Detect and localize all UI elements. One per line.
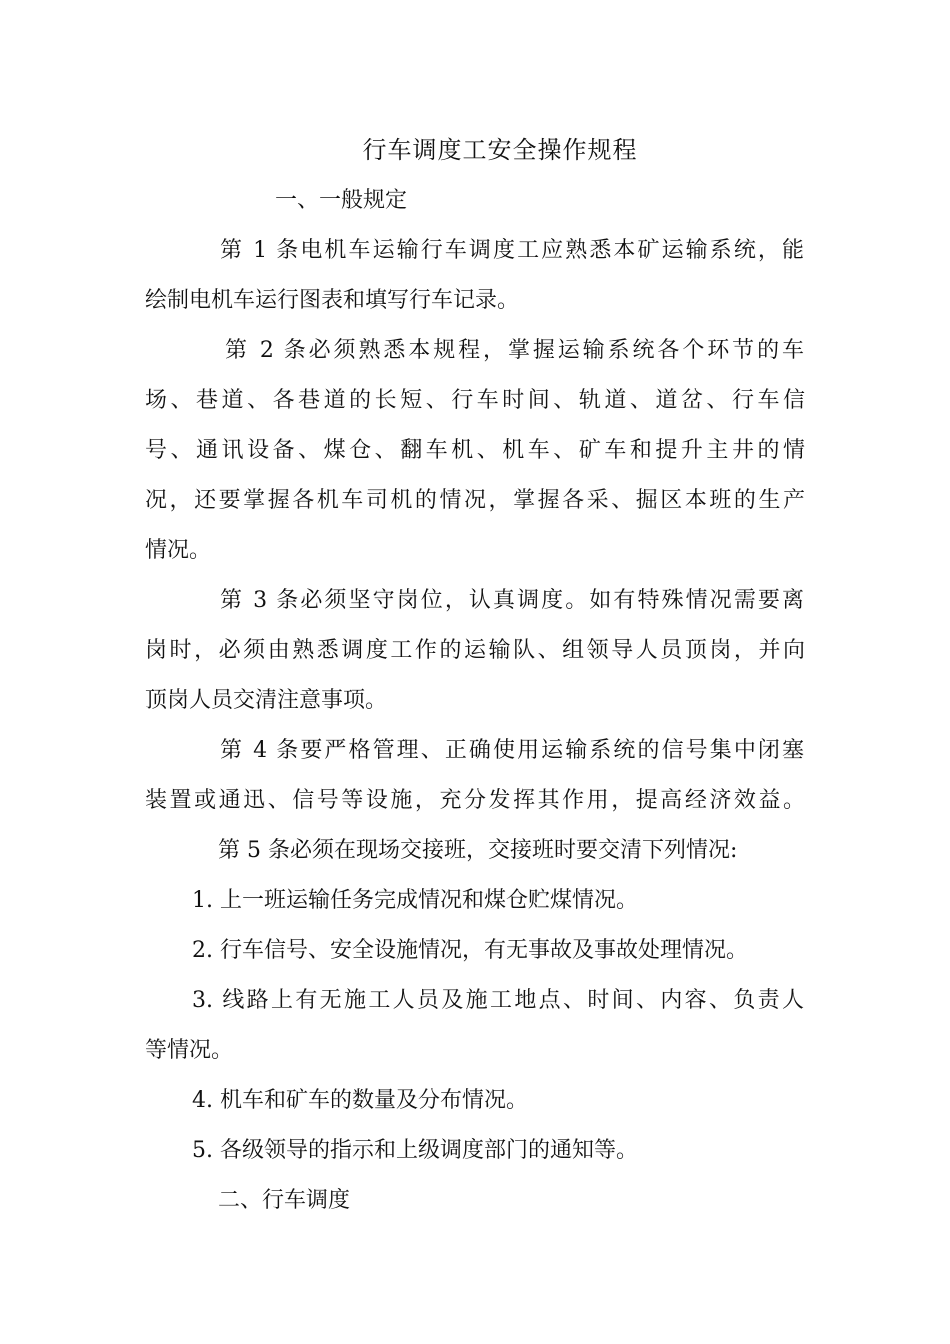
- article-2-line-1: 第 2 条必须熟悉本规程，掌握运输系统各个环节的车: [225, 338, 804, 363]
- article-2-line-2: 场、巷道、各巷道的长短、行车时间、轨道、道岔、行车信: [145, 388, 805, 413]
- document-title: 行车调度工安全操作规程: [362, 136, 638, 164]
- section-heading-dispatch: 二、行车调度: [218, 1188, 351, 1213]
- list-item-3-line-2: 等情况。: [145, 1038, 234, 1063]
- list-item-5: 5. 各级领导的指示和上级调度部门的通知等。: [192, 1138, 638, 1163]
- article-3-line-1: 第 3 条必须坚守岗位，认真调度。如有特殊情况需要离: [220, 588, 804, 613]
- list-item-1: 1. 上一班运输任务完成情况和煤仓贮煤情况。: [192, 888, 638, 913]
- list-item-4: 4. 机车和矿车的数量及分布情况。: [192, 1088, 528, 1113]
- article-2-line-4: 况，还要掌握各机车司机的情况，掌握各采、掘区本班的生产: [145, 488, 805, 513]
- list-item-3-line-1: 3. 线路上有无施工人员及施工地点、时间、内容、负责人: [192, 988, 804, 1013]
- list-item-2: 2. 行车信号、安全设施情况，有无事故及事故处理情况。: [192, 938, 748, 963]
- article-4-line-2: 装置或通迅、信号等设施，充分发挥其作用，提高经济效益。: [145, 788, 805, 813]
- article-4-line-1: 第 4 条要严格管理、正确使用运输系统的信号集中闭塞: [220, 738, 804, 763]
- article-3-line-2: 岗时，必须由熟悉调度工作的运输队、组领导人员顶岗，并向: [145, 638, 805, 663]
- article-2-line-3: 号、通讯设备、煤仓、翻车机、机车、矿车和提升主井的情: [145, 438, 805, 463]
- article-3-line-3: 顶岗人员交清注意事项。: [145, 688, 388, 713]
- section-heading-general: 一、一般规定: [275, 188, 408, 213]
- article-1-line-2: 绘制电机车运行图表和填写行车记录。: [145, 288, 520, 313]
- article-5-line-1: 第 5 条必须在现场交接班，交接班时要交清下列情况:: [218, 838, 738, 863]
- article-1-line-1: 第 1 条电机车运输行车调度工应熟悉本矿运输系统，能: [220, 238, 804, 263]
- article-2-line-5: 情况。: [145, 538, 212, 563]
